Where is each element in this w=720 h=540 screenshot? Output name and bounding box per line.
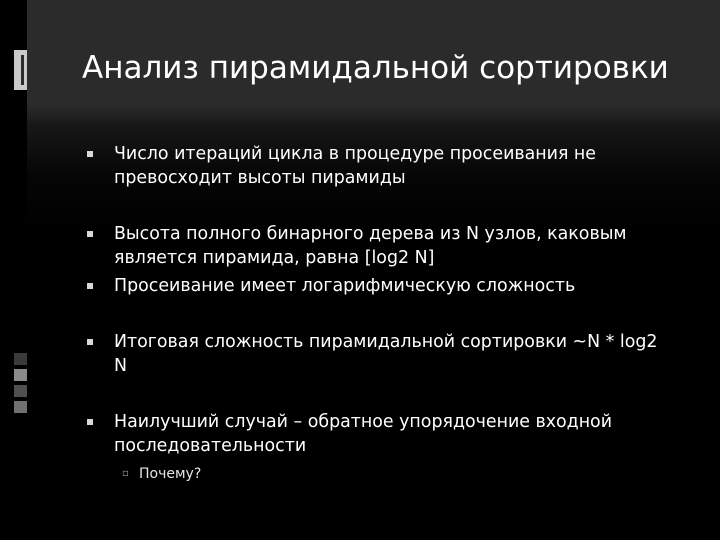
bullet-item: [82, 274, 667, 298]
square-bullet-icon: [87, 283, 93, 289]
bullet-item: [82, 222, 667, 270]
bullet-item: [82, 330, 667, 378]
square-bullet-icon: [87, 151, 93, 157]
bullet-text: Итоговая сложность пирамидальной сортировки ~N * log2 N: [114, 332, 658, 376]
bullet-text: Число итераций цикла в процедуре просеивания не превосходит высоты пирамиды: [114, 144, 597, 188]
bullet-text: Просеивание имеет логарифмическую сложность: [114, 276, 576, 296]
decorative-block-icon: [14, 385, 27, 397]
bullet-text: Высота полного бинарного дерева из N узлов, каковым является пирамида, равна [log2 N]: [114, 224, 627, 268]
bullet-item: [82, 410, 667, 458]
bullet-text: Наилучший случай – обратное упорядочение входной последовательности: [114, 412, 613, 456]
square-bullet-icon: [87, 339, 93, 345]
square-bullet-icon: [87, 419, 93, 425]
title-marker-icon: [14, 50, 27, 90]
decorative-block-icon: [14, 353, 27, 365]
bullet-item: [82, 142, 667, 190]
square-bullet-icon: [87, 231, 93, 237]
slide-title: Анализ пирамидальной сортировки: [82, 50, 669, 86]
sub-bullet-item: [82, 464, 667, 484]
sub-bullet-text: Почему?: [139, 466, 202, 482]
decorative-block-icon: [14, 401, 27, 413]
slide-content: [82, 142, 667, 484]
decorative-block-icon: [14, 369, 27, 381]
hollow-square-bullet-icon: ▫: [122, 468, 129, 479]
